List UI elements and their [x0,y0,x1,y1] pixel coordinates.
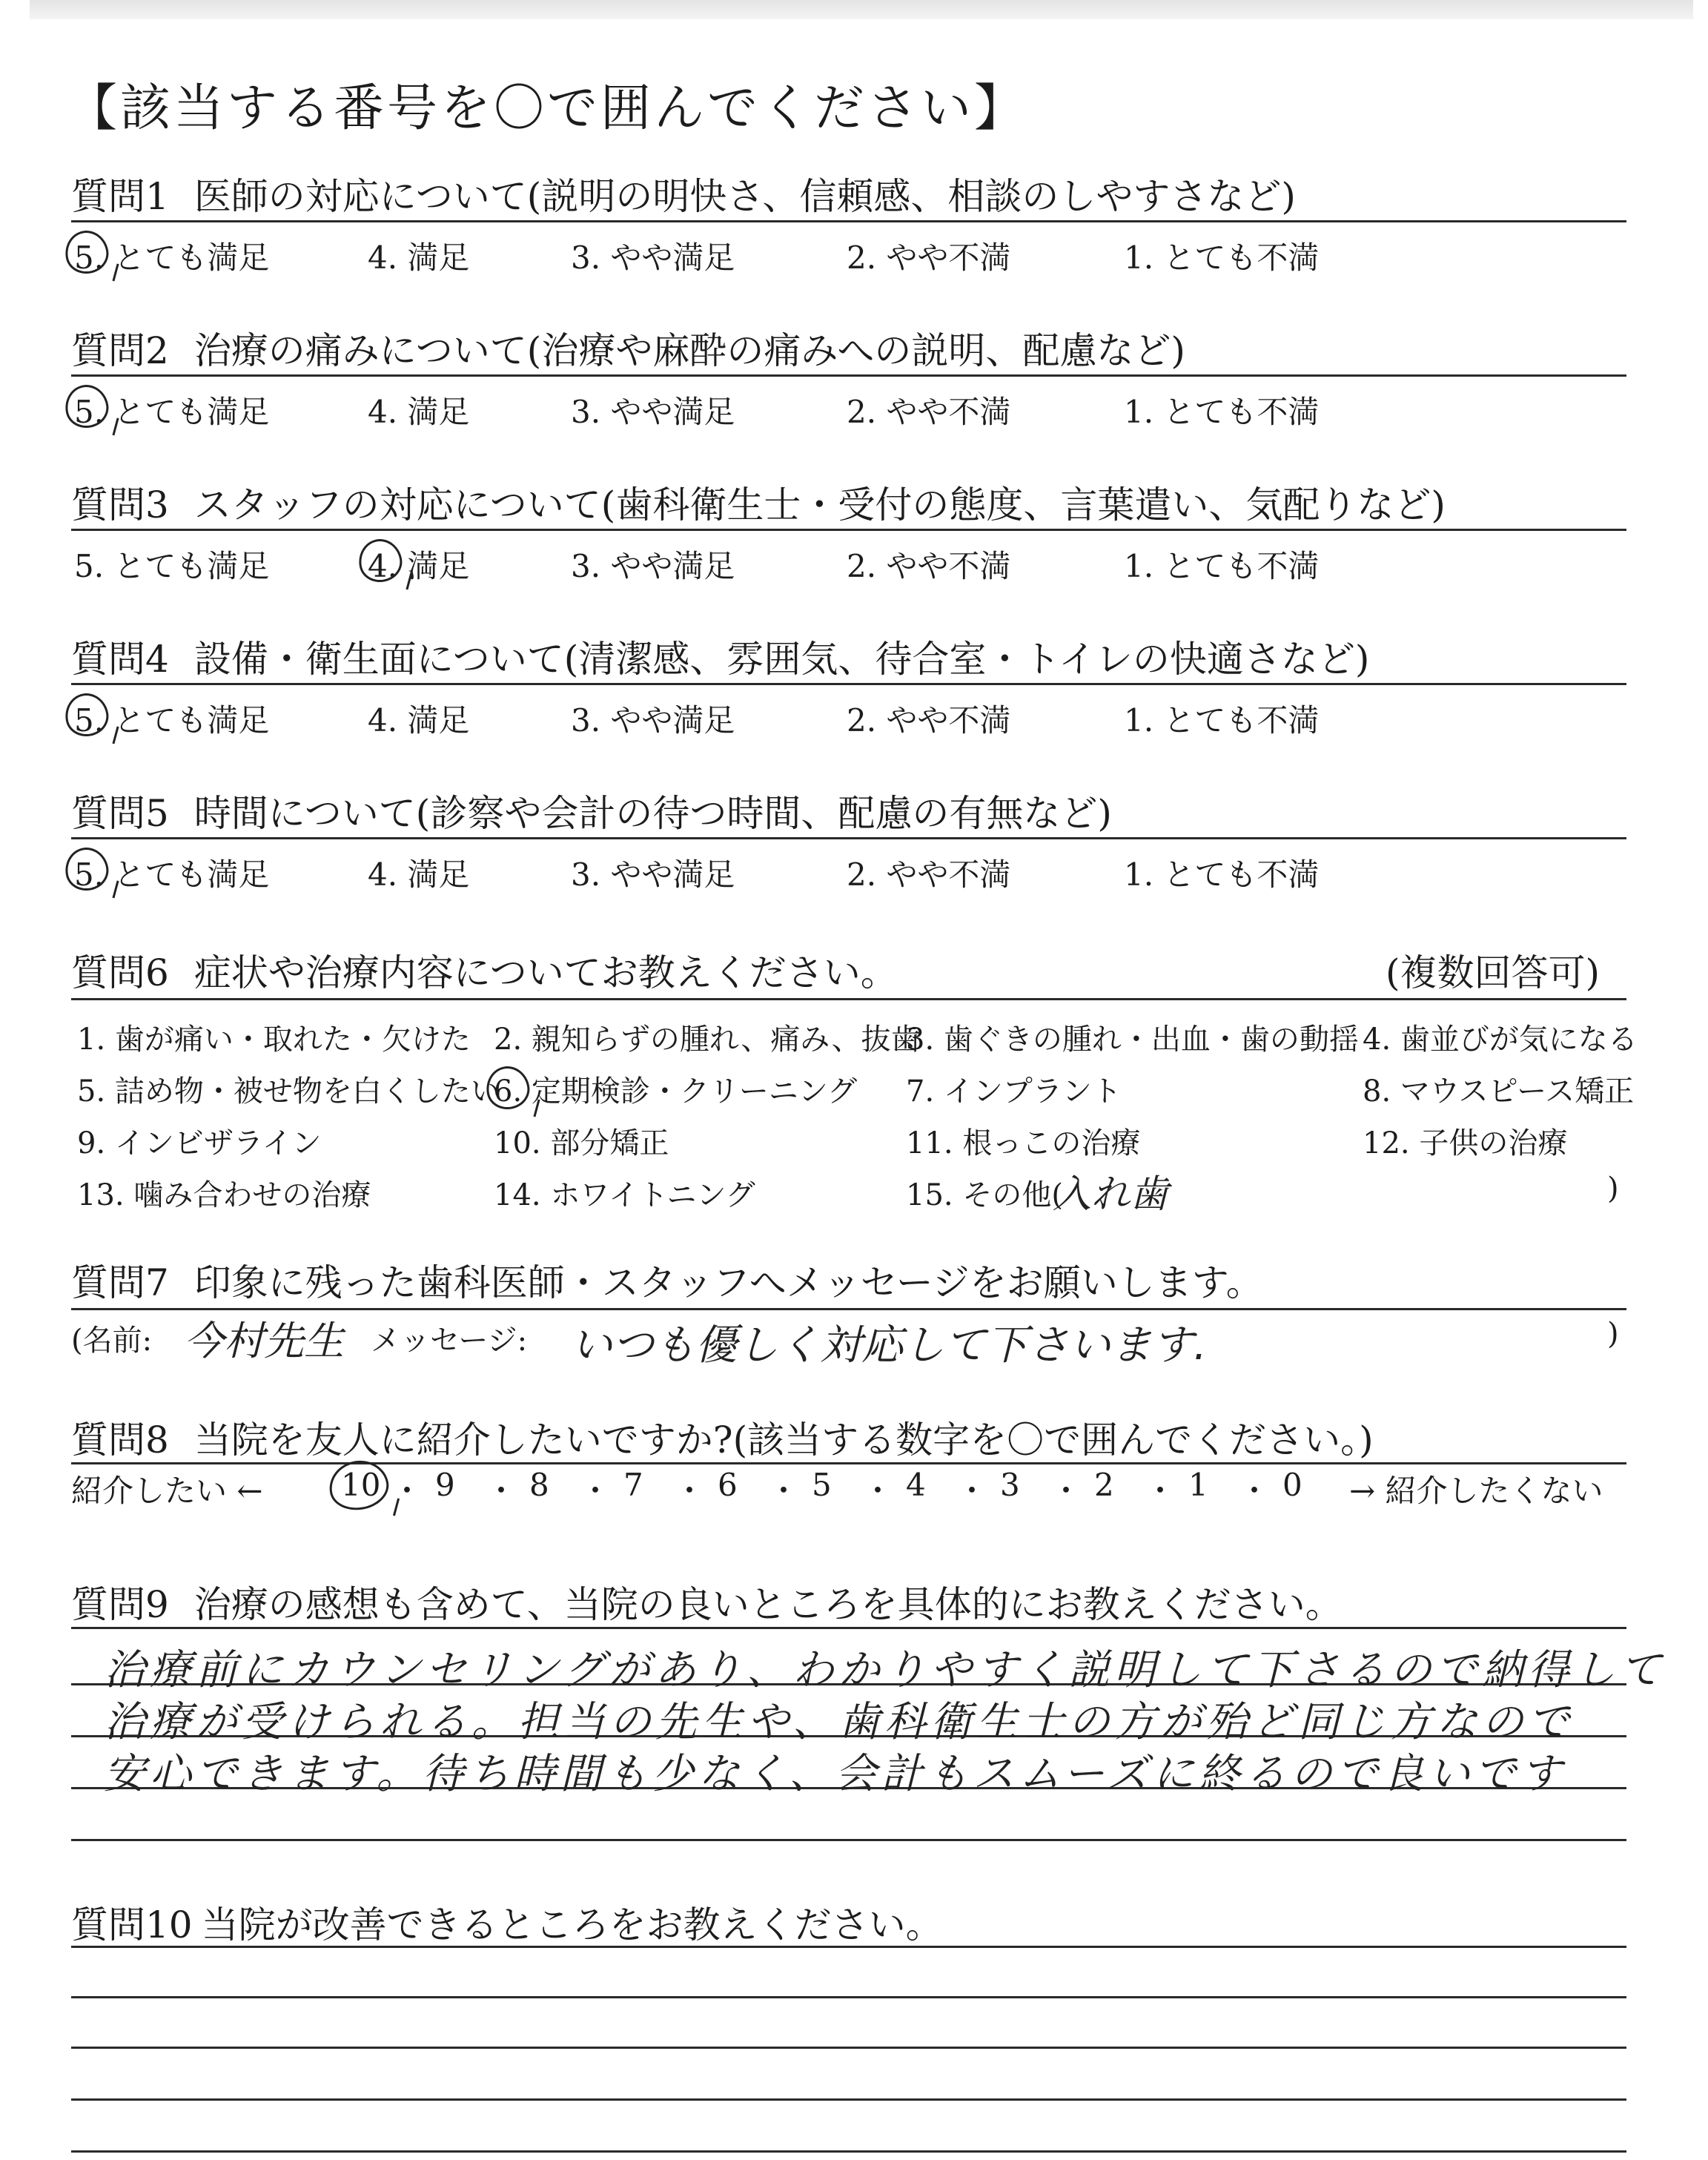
question-3-option-3[interactable]: 3. やや満足 [571,548,735,584]
question-9-rule [71,1627,1626,1629]
question-7-close-paren: ) [1607,1317,1619,1351]
question-9-heading [71,1575,1343,1628]
question-6-option-14[interactable]: 14. ホワイトニング [494,1178,755,1212]
question-4-option-1[interactable]: 1. とても不満 [1124,702,1320,739]
question-5-option-1[interactable]: 1. とても不満 [1124,856,1320,893]
question-6-option-5[interactable]: 5. 詰め物・被せ物を白くしたい [77,1074,500,1109]
question-1-option-4[interactable]: 4. 満足 [368,240,470,276]
question-3-text: スタッフの対応について(歯科衛生士・受付の態度、言葉遣い、気配りなど) [193,483,1446,526]
question-1-rule [71,220,1626,222]
scale-value-0[interactable]: 0 [1282,1467,1302,1503]
question-10-number: 質問10 [71,1903,193,1946]
question-8-text: 当院を友人に紹介したいですか?(該当する数字を〇で囲んでください。) [193,1418,1374,1462]
question-2-heading [71,321,1185,374]
scale-separator: ・ [1145,1473,1176,1509]
question-3-option-4[interactable]: 4. 満足 [368,548,470,584]
question-6-option-3[interactable]: 3. 歯ぐきの腫れ・出血・歯の動揺 [906,1023,1359,1057]
question-1-number: 質問1 [71,175,169,218]
scale-value-1[interactable]: 1 [1188,1467,1208,1503]
question-4-option-3[interactable]: 3. やや満足 [571,702,735,739]
question-7-message-label: メッセージ: [371,1324,528,1358]
question-8-number: 質問8 [71,1418,169,1462]
question-4-rule [71,683,1626,685]
question-4-heading [71,630,1369,683]
answer-line [71,2047,1626,2049]
question-2-option-3[interactable]: 3. やや満足 [571,394,735,430]
question-3-option-5[interactable]: 5. とても満足 [74,548,270,584]
scale-separator: ・ [486,1473,517,1509]
question-6-option-11[interactable]: 11. 根っこの治療 [906,1126,1141,1160]
question-8-heading [71,1410,1374,1464]
question-4-option-4[interactable]: 4. 満足 [368,702,470,739]
question-1-heading [71,167,1296,220]
question-6-option-12[interactable]: 12. 子供の治療 [1363,1126,1568,1160]
answer-line [71,1839,1626,1841]
question-6-option-15[interactable]: 15. その他( [906,1178,1063,1212]
question-6-option-13[interactable]: 13. 噛み合わせの治療 [77,1178,371,1212]
question-1-option-3[interactable]: 3. やや満足 [571,240,735,276]
scale-separator: ・ [862,1473,894,1509]
scale-value-10[interactable]: 10 [341,1467,381,1503]
page-title: 【該当する番号を〇で囲んでください】 [67,79,1028,138]
question-6-other-close-paren: ) [1607,1172,1619,1206]
question-4-number: 質問4 [71,638,169,681]
question-7-heading [71,1253,1263,1307]
scale-separator: ・ [391,1473,423,1509]
question-6-rule [71,998,1626,1000]
question-1-option-1[interactable]: 1. とても不満 [1124,240,1320,276]
question-5-rule [71,837,1626,839]
question-2-option-1[interactable]: 1. とても不満 [1124,394,1320,430]
question-8-rule [71,1462,1626,1464]
answer-line [71,2098,1626,2101]
question-5-option-2[interactable]: 2. やや不満 [847,856,1011,893]
scale-separator: ・ [768,1473,800,1509]
question-9-number: 質問9 [71,1583,169,1626]
recommend-scale [71,1467,1626,1511]
scale-value-5[interactable]: 5 [812,1467,832,1503]
question-3-heading [71,475,1446,529]
question-5-option-4[interactable]: 4. 満足 [368,856,470,893]
question-1-option-2[interactable]: 2. やや不満 [847,240,1011,276]
scale-separator: ・ [956,1473,988,1509]
scale-separator: ・ [1050,1473,1082,1509]
question-6-option-4[interactable]: 4. 歯並びが気になる [1363,1023,1638,1057]
question-7-name-value: 今村先生 [184,1318,344,1364]
question-6-heading [71,943,898,997]
question-7-message-value: いつも優しく対応して下さいます. [571,1321,1207,1370]
question-6-option-9[interactable]: 9. インビザライン [77,1126,322,1160]
scale-value-3[interactable]: 3 [1000,1467,1020,1503]
question-9-answer-line-1: 治療前にカウンセリングがあり、わかりやすく説明して下さるので納得して [104,1646,1666,1694]
scale-right-label: → 紹介したくない [1349,1473,1603,1509]
scale-left-label: 紹介したい ← [71,1473,263,1509]
answer-line [71,2150,1626,2153]
question-2-text: 治療の痛みについて(治療や麻酔の痛みへの説明、配慮など) [193,329,1185,372]
scale-separator: ・ [1239,1473,1271,1509]
question-6-option-6[interactable]: 6. 定期検診・クリーニング [494,1074,858,1109]
question-3-rule [71,529,1626,531]
question-2-number: 質問2 [71,329,169,372]
scale-separator: ・ [580,1473,612,1509]
question-6-other-answer: 入れ歯 [1053,1172,1169,1217]
answer-line [71,1996,1626,1998]
question-7-text: 印象に残った歯科医師・スタッフへメッセージをお願いします。 [193,1261,1263,1304]
question-2-option-4[interactable]: 4. 満足 [368,394,470,430]
question-6-note: (複数回答可) [1385,951,1600,994]
question-1-option-5[interactable]: 5. とても満足 [74,240,270,276]
question-9-answer-line-2: 治療が受けられる。担当の先生や、歯科衛生士の方が殆ど同じ方なので [104,1698,1574,1746]
scale-separator: ・ [674,1473,706,1509]
question-6-option-2[interactable]: 2. 親知らずの腫れ、痛み、抜歯 [494,1023,921,1057]
scale-value-4[interactable]: 4 [906,1467,926,1503]
question-3-number: 質問3 [71,483,169,526]
question-5-heading [71,784,1112,837]
question-7-number: 質問7 [71,1261,169,1304]
scale-value-6[interactable]: 6 [718,1467,738,1503]
scale-value-8[interactable]: 8 [529,1467,549,1503]
question-5-number: 質問5 [71,792,169,835]
question-3-option-1[interactable]: 1. とても不満 [1124,548,1320,584]
question-4-option-2[interactable]: 2. やや不満 [847,702,1011,739]
selection-circle [325,1456,392,1515]
scan-edge [30,0,1693,19]
question-6-number: 質問6 [71,951,169,994]
question-6-option-8[interactable]: 8. マウスピース矯正 [1363,1074,1635,1109]
question-7-name-label: (名前: [71,1324,153,1358]
question-6-option-1[interactable]: 1. 歯が痛い・取れた・欠けた [77,1023,471,1057]
question-1-text: 医師の対応について(説明の明快さ、信頼感、相談のしやすさなど) [193,175,1296,218]
question-10-heading [71,1895,943,1949]
question-6-text: 症状や治療内容についてお教えください。 [193,951,898,994]
question-2-rule [71,374,1626,377]
question-4-text: 設備・衛生面について(清潔感、雰囲気、待合室・トイレの快適さなど) [193,638,1370,681]
question-9-text: 治療の感想も含めて、当院の良いところを具体的にお教えください。 [193,1583,1343,1626]
question-4-option-5[interactable]: 5. とても満足 [74,702,270,739]
question-2-option-2[interactable]: 2. やや不満 [847,394,1011,430]
question-6-option-10[interactable]: 10. 部分矯正 [494,1126,669,1160]
scale-value-2[interactable]: 2 [1094,1467,1114,1503]
question-9-answer-line-3: 安心できます。待ち時間も少なく、会計もスムーズに終るので良いです [104,1750,1566,1798]
question-6-option-7[interactable]: 7. インプラント [906,1074,1122,1109]
question-2-option-5[interactable]: 5. とても満足 [74,394,270,430]
question-5-text: 時間について(診察や会計の待つ時間、配慮の有無など) [193,792,1112,835]
question-5-option-3[interactable]: 3. やや満足 [571,856,735,893]
scale-value-7[interactable]: 7 [623,1467,643,1503]
scale-value-9[interactable]: 9 [435,1467,455,1503]
question-10-text: 当院が改善できるところをお教えください。 [201,1903,943,1946]
question-3-option-2[interactable]: 2. やや不満 [847,548,1011,584]
question-5-option-5[interactable]: 5. とても満足 [74,856,270,893]
answer-line [71,1946,1626,1948]
